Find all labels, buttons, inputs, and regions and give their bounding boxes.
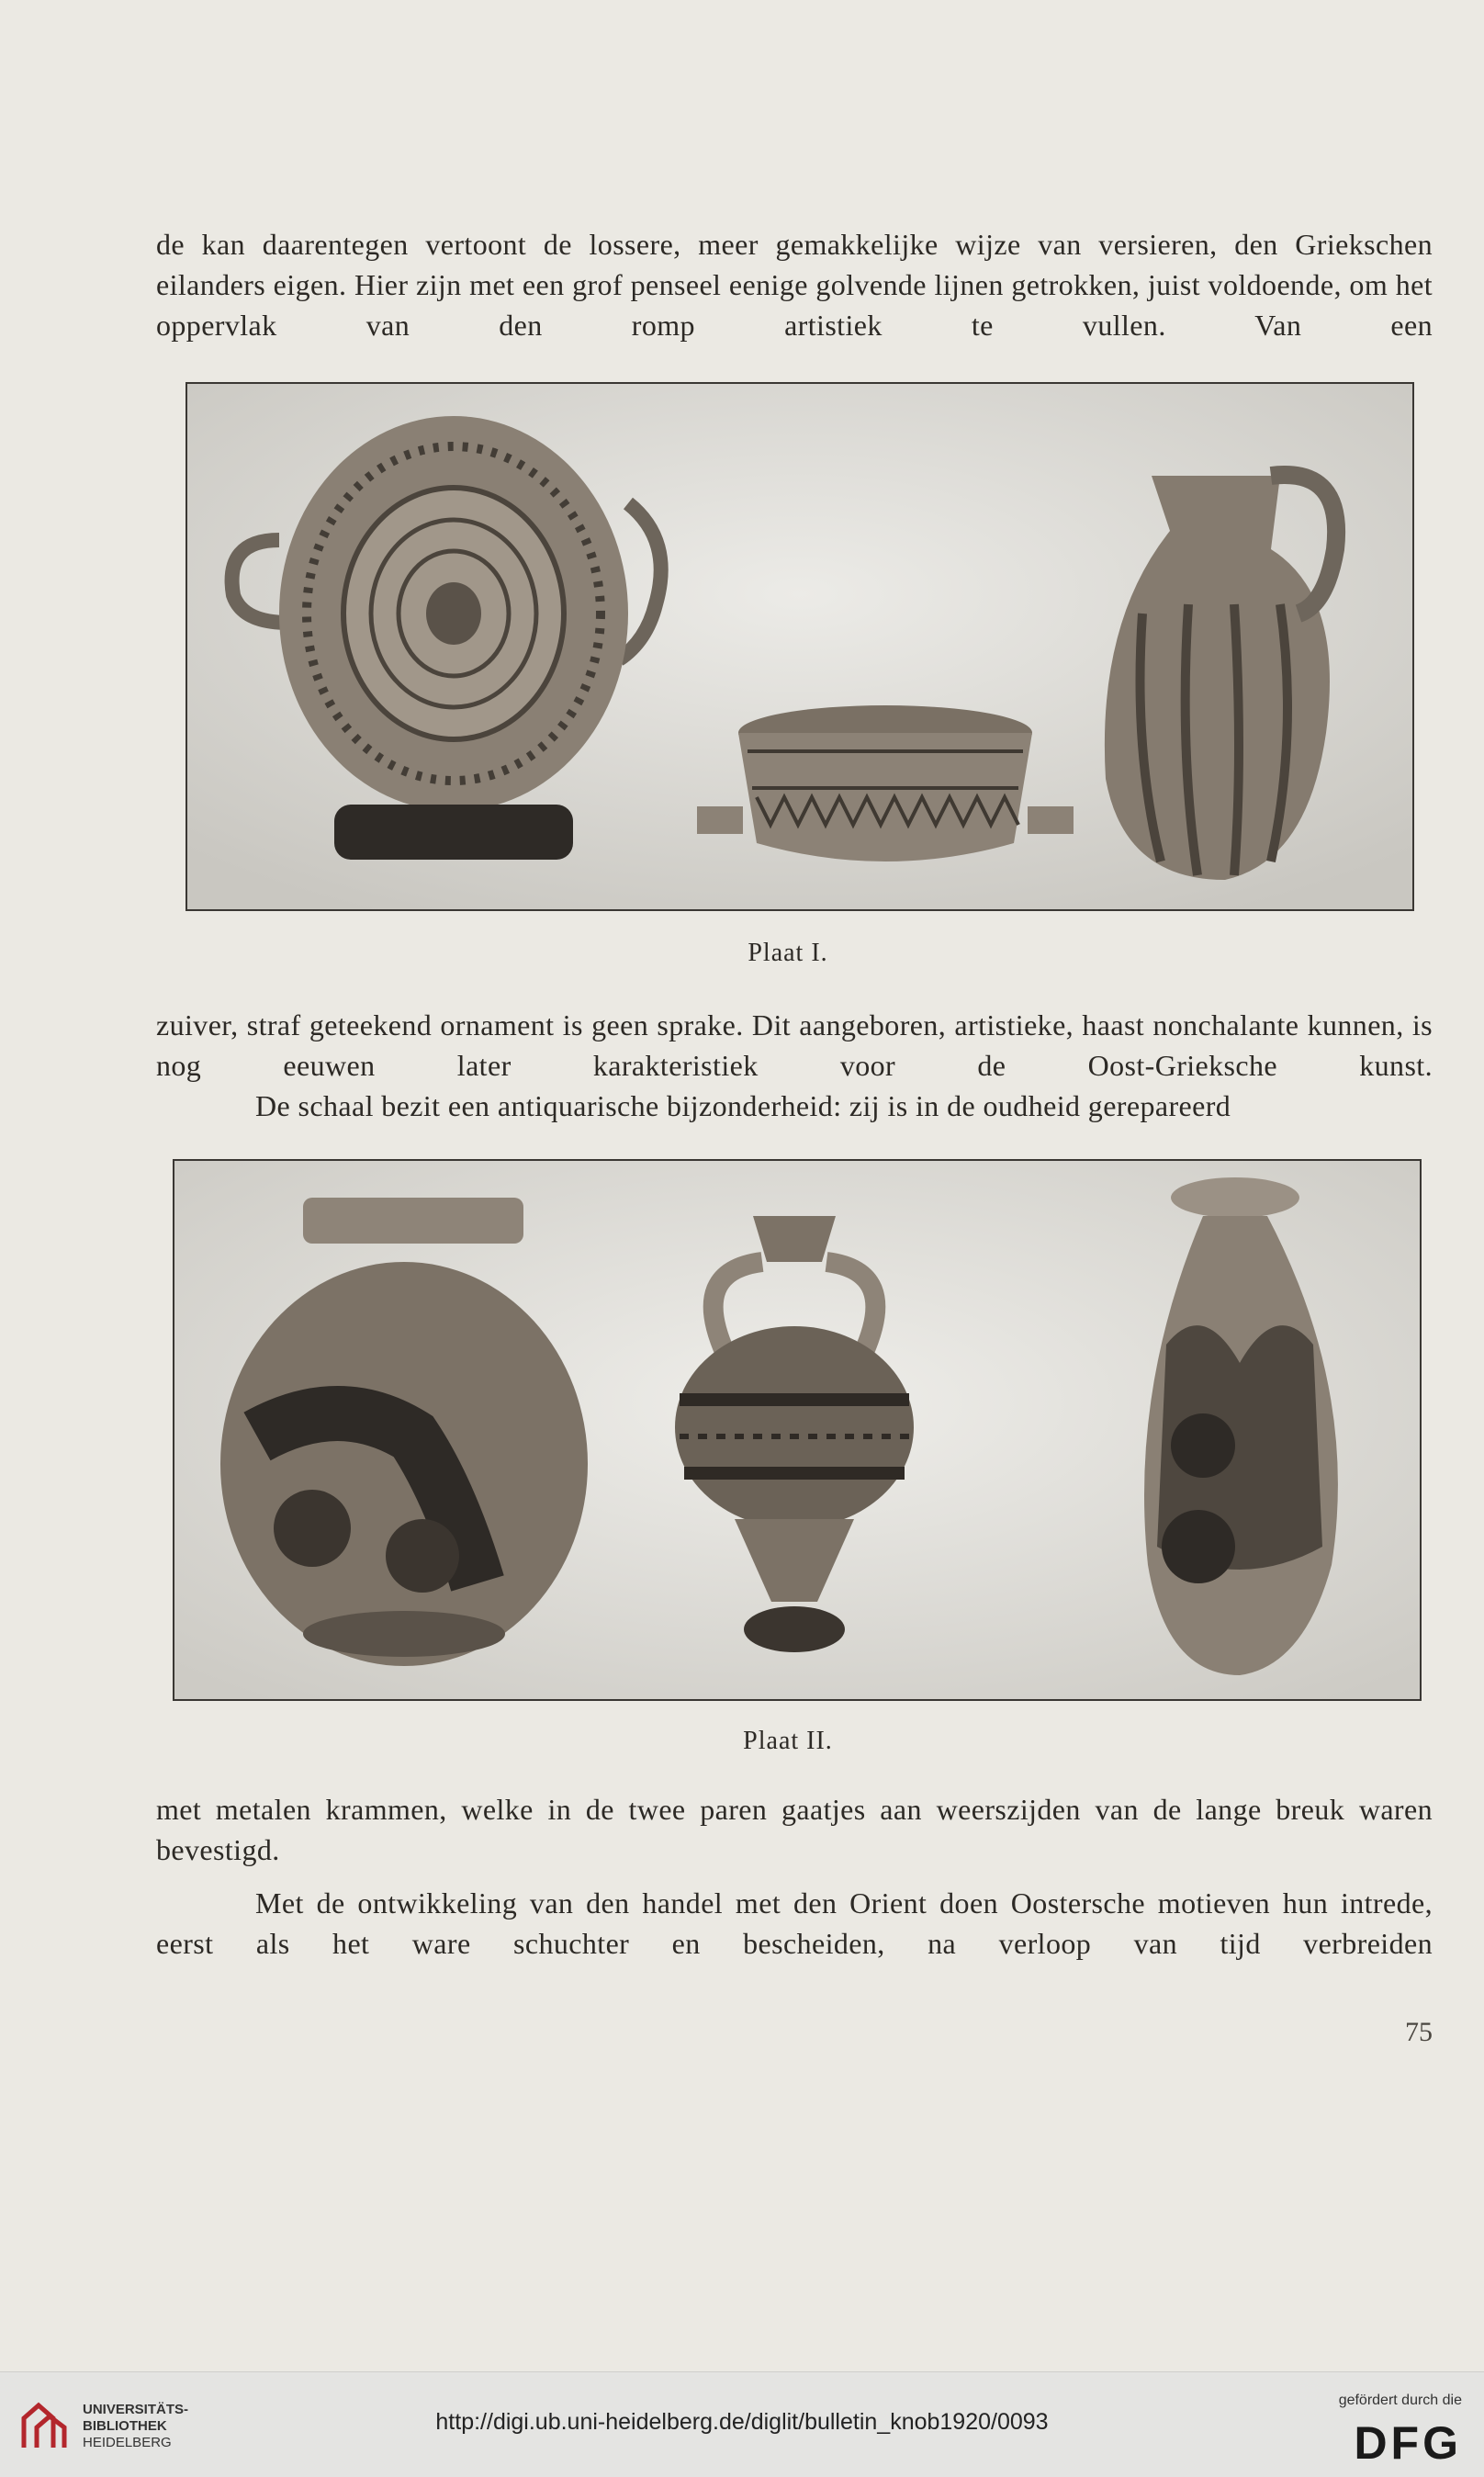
plate-1-image bbox=[186, 382, 1414, 911]
page-number: 75 bbox=[1405, 2017, 1433, 2047]
paragraph-1: de kan daarentegen vertoont de lossere, meer gemakkelijke wijze van versieren, den Griekschen eilanders eigen. Hier zijn met een grof penseel eenige golvende lijnen getrokken, juist voldoende, om het oppervlak van den romp artistiek te vullen. Van een bbox=[156, 228, 1433, 342]
paragraph-3: De schaal bezit een antiquarische bijzonderheid: zij is in de oudheid gerepareerd bbox=[255, 1089, 1231, 1122]
plate-2-caption: Plaat II. bbox=[743, 1727, 833, 1755]
plate-2-image bbox=[173, 1159, 1422, 1701]
paragraph-5: Met de ontwikkeling van den handel met den Orient doen Oostersche motieven hun intrede, eerst als het ware schuchter en bescheiden, na verloop van tijd verbreiden bbox=[156, 1886, 1433, 1960]
funding-label: gefördert durch die bbox=[1338, 2393, 1462, 2408]
permalink-url[interactable]: http://digi.ub.uni-heidelberg.de/diglit/bulletin_knob1920/0093 bbox=[435, 2409, 1049, 2435]
viewer-footer bbox=[0, 2371, 1484, 2477]
dfg-logo[interactable]: DFG bbox=[1354, 2417, 1462, 2469]
paragraph-4: met metalen krammen, welke in de twee paren gaatjes aan weerszijden van de lange breuk waren bevestigd. bbox=[156, 1793, 1433, 1866]
library-name[interactable]: UNIVERSITÄTS- BIBLIOTHEK HEIDELBERG bbox=[83, 2402, 189, 2450]
paragraph-2: zuiver, straf geteekend ornament is geen sprake. Dit aangeboren, artistieke, haast nonchalante kunnen, is nog eeuwen later karakteristiek voor de Oost-Grieksche kunst. bbox=[156, 1008, 1433, 1082]
plate-1-caption: Plaat I. bbox=[748, 939, 828, 967]
